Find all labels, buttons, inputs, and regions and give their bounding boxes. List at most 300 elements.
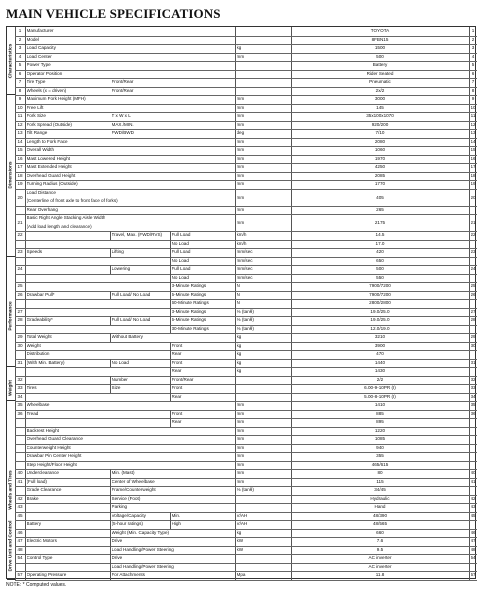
sub-divider (170, 316, 171, 325)
value-cell: 660 (376, 529, 384, 535)
unit-cell: mm (236, 113, 245, 119)
row-number-right: 47 (470, 538, 476, 544)
row-number: 32 (17, 376, 23, 382)
row-number-right: 27 (470, 308, 476, 314)
value-cell: Hand (374, 504, 386, 510)
value-cell: 3210 (374, 334, 386, 340)
value-cell: 19.0/25.0 (370, 317, 390, 323)
row-number: 43 (17, 504, 23, 510)
sub-divider (170, 393, 171, 402)
spec-label: Electric Motors (26, 538, 57, 544)
unit-cell: N (236, 300, 240, 306)
unit-cell (237, 503, 290, 512)
value-cell: 3000 (374, 96, 386, 102)
row-number (17, 427, 24, 436)
unit-cell: km/h (236, 232, 247, 238)
spec-label: Drive (111, 555, 123, 561)
spec-label: Overall Width (26, 147, 55, 153)
unit-cell (237, 27, 290, 36)
row-number-right (471, 452, 476, 461)
unit-cell: mm (236, 427, 245, 433)
row-number-right: 13 (470, 130, 476, 136)
row-number-right: 3 (471, 45, 475, 50)
value-cell: 895 (376, 419, 384, 425)
row-number (17, 444, 24, 453)
spec-label: Min. (171, 512, 181, 518)
value-cell: 19.0/25.0 (370, 308, 390, 314)
value-cell: 650 (376, 257, 384, 263)
spec-label: Maximum Fork Height (MFH) (26, 96, 86, 102)
spec-label: Full Load (171, 249, 191, 255)
value-cell: 1430 (374, 368, 386, 374)
spec-label: Rear (171, 393, 182, 399)
value-cell: 500 (376, 266, 384, 272)
spec-label: No Load (171, 274, 189, 280)
spec-label: Weight (Min. Capacity Type) (111, 529, 170, 535)
sub-divider (110, 248, 111, 257)
row-number: 14 (17, 138, 23, 144)
sub-divider (110, 486, 111, 495)
sub-divider (110, 384, 111, 393)
row-number: 5 (18, 62, 22, 68)
row-number: 12 (17, 121, 23, 127)
unit-cell: kg (236, 342, 242, 348)
row-number-right: 32 (470, 376, 476, 382)
value-cell: 2800/2800 (369, 300, 391, 306)
value-cell: 48/390 (372, 512, 388, 518)
row-number-right: 10 (470, 104, 476, 110)
value-cell: 470 (376, 351, 384, 357)
spec-label: Tilt Range (26, 130, 48, 136)
spec-label: Load Center (26, 53, 52, 59)
row-number-right (471, 367, 476, 376)
row-number: 18 (17, 172, 23, 178)
spec-label: Step Height/Floor Height (26, 461, 77, 467)
value-cell: TOYOTA (370, 28, 390, 33)
row-number: 57 (17, 572, 23, 578)
spec-label: Control Type (26, 555, 53, 561)
sub-divider (170, 384, 171, 393)
row-number: 33 (17, 385, 23, 391)
row-number: 47 (17, 538, 23, 544)
spec-label: Tread (26, 410, 39, 416)
value-cell: 1060 (374, 147, 386, 153)
row-number (17, 435, 24, 444)
unit-cell (237, 70, 290, 79)
value-cell: 2080 (374, 138, 386, 144)
group-label-text: Performance (8, 301, 14, 331)
row-number-right: 43 (470, 504, 476, 510)
row-number: 9 (18, 96, 22, 102)
spec-label: No Load (171, 257, 189, 263)
value-cell: 940 (376, 444, 384, 450)
row-number-right (471, 427, 476, 436)
unit-cell: V/AH (236, 521, 248, 527)
sub-divider (170, 350, 171, 359)
sub-divider (110, 571, 111, 580)
unit-cell (237, 393, 290, 402)
spec-label: Front (171, 342, 183, 348)
group-label-text: Drive Unit and Control (8, 520, 14, 572)
spec-label: Lowering (111, 266, 131, 272)
unit-cell: deg (236, 130, 245, 136)
spec-label: Battery (26, 521, 42, 527)
row-number-right: 45 (470, 512, 476, 518)
sub-divider (110, 495, 111, 504)
value-cell: 9.5 (376, 546, 384, 552)
spec-label: Number (111, 376, 128, 382)
spec-label: Wheelbase (26, 402, 50, 408)
spec-label: Center of Wheelbase (111, 478, 155, 484)
row-number-right: 34 (470, 393, 476, 399)
spec-label: 3-Minute Ratings (171, 283, 207, 289)
sub-divider (110, 376, 111, 385)
group-label (7, 376, 15, 402)
sub-divider (110, 469, 111, 478)
row-number-right: 16 (470, 155, 476, 161)
group-label (7, 265, 15, 367)
row-number (17, 299, 24, 308)
unit-cell: mm (236, 478, 245, 484)
spec-label: Service (Foot) (111, 495, 141, 501)
value-cell: 17.0 (375, 240, 385, 246)
spec-label: (Full load) (26, 478, 47, 484)
value-cell: 1410 (374, 402, 386, 408)
row-number: 20 (17, 194, 23, 200)
row-number-right (471, 435, 476, 444)
spec-label: Counterweight Height (26, 444, 71, 450)
unit-cell: kg (236, 45, 242, 50)
row-number-right: 20 (470, 194, 476, 200)
group-label-text: Weight (8, 380, 14, 397)
sub-divider (110, 529, 111, 538)
row-number-right: 35 (470, 402, 476, 408)
row-number-right: 25 (470, 283, 476, 289)
spec-label: Without Battery (111, 334, 143, 340)
row-number-right: 29 (470, 334, 476, 340)
unit-cell: mm (236, 410, 245, 416)
row-number-right: 9 (471, 96, 475, 102)
row-number-right: 36 (470, 410, 476, 416)
spec-label: Drawbar Pin Center Height (26, 453, 82, 459)
unit-cell: mm/sec (236, 257, 253, 263)
spec-label: Underclearance (26, 470, 59, 476)
spec-label: 5-Minute Ratings (171, 291, 207, 297)
unit-cell: mm (236, 419, 245, 425)
spec-label: MAX./MIN. (111, 121, 134, 127)
unit-cell: % (tanθ) (236, 487, 254, 493)
row-number-right: 7 (471, 79, 475, 85)
unit-cell: km/h (236, 240, 247, 246)
spec-label: Operator Position (26, 70, 63, 76)
value-cell: 500 (376, 53, 384, 59)
spec-label: Full Load/ No Load (111, 317, 151, 323)
row-number-right: 31 (470, 359, 476, 365)
row-number: 11 (17, 113, 23, 119)
spec-label: Overhead Guard Height (26, 172, 76, 178)
value-cell: 1440 (374, 359, 386, 365)
row-number (17, 350, 24, 359)
value-cell: 35x100x1070 (366, 113, 394, 119)
spec-label: Wheels (x = driven) (26, 87, 67, 93)
unit-cell: kg (236, 529, 242, 535)
value-cell: 550 (376, 274, 384, 280)
row-number-right: 28 (470, 317, 476, 323)
spec-label: Grade Clearance (26, 487, 62, 493)
row-number: 34 (17, 393, 23, 399)
row-number-right: 18 (470, 172, 476, 178)
spec-label: Min. (Mast) (111, 470, 135, 476)
value-cell: 1770 (374, 181, 386, 187)
sub-divider (170, 274, 171, 283)
unit-cell: mm (236, 147, 245, 153)
row-number: 13 (17, 130, 23, 136)
value-cell: Hydraulic (370, 495, 390, 501)
unit-cell: kg (236, 368, 242, 374)
unit-cell: mm (236, 155, 245, 161)
row-number: 3 (18, 45, 22, 50)
unit-cell: mm/sec (236, 266, 253, 272)
row-number: 15 (17, 147, 23, 153)
row-number: 35 (17, 402, 23, 408)
spec-label: Front/Rear (111, 79, 134, 85)
sub-divider (110, 478, 111, 487)
row-number-right (471, 444, 476, 453)
unit-cell (237, 495, 290, 504)
unit-cell (237, 78, 290, 87)
sub-divider (110, 512, 111, 521)
row-number: 4 (18, 53, 22, 59)
unit-cell: V/AH (236, 512, 248, 518)
row-number-right (471, 299, 476, 308)
unit-cell: mm (236, 220, 245, 226)
sub-divider (110, 359, 111, 368)
row-number: 23 (17, 249, 23, 255)
value-cell: 1220 (374, 427, 386, 433)
row-number (17, 486, 24, 495)
row-number-right: 54 (470, 555, 476, 561)
row-number: 21 (17, 220, 23, 226)
unit-cell: mm (236, 172, 245, 178)
unit-cell (237, 563, 290, 572)
spec-label: Total Weight (26, 334, 52, 340)
unit-cell: N (236, 291, 240, 297)
value-cell: 265 (376, 206, 384, 212)
row-number (17, 520, 24, 529)
row-number: 1 (18, 28, 22, 33)
sub-divider (170, 308, 171, 317)
sub-divider (110, 520, 111, 529)
unit-cell: kg (236, 351, 242, 357)
spec-label: Front/Rear (171, 376, 194, 382)
spec-label: Mast Extended Height (26, 164, 72, 170)
spec-label: Load Handling/Power Steering (111, 563, 174, 569)
row-number-right: 24 (470, 266, 476, 272)
spec-label: Parking (111, 504, 128, 510)
row-number: 46 (17, 529, 23, 535)
spec-label: Drive (111, 538, 123, 544)
footnote: NOTE: * Computed values. (6, 582, 67, 588)
unit-cell: mm (236, 104, 245, 110)
row-number: 28 (17, 317, 23, 323)
row-number: 25 (17, 283, 23, 289)
row-number-right: 30 (470, 342, 476, 348)
row-number: 40 (17, 470, 23, 476)
sub-divider (170, 299, 171, 308)
row-number: 8 (18, 87, 22, 93)
row-number: 22 (17, 232, 23, 238)
spec-label: Load Capacity (26, 45, 56, 50)
row-number-right (471, 461, 476, 470)
sub-divider (170, 257, 171, 266)
row-number-right (471, 563, 476, 572)
unit-cell: mm (236, 444, 245, 450)
value-cell: Battery (372, 62, 388, 68)
group-label-text: Dimensions (8, 161, 14, 189)
value-cell: 2175 (374, 220, 386, 226)
row-number-right (471, 206, 476, 215)
unit-cell: mm (236, 206, 245, 212)
row-number: 6 (18, 70, 22, 76)
sub-divider (170, 512, 171, 521)
sub-divider (170, 418, 171, 427)
value-cell: 1970 (374, 155, 386, 161)
spec-label: Tires (26, 385, 37, 391)
unit-cell: % (tanθ) (236, 325, 254, 331)
row-number-right: 33 (470, 385, 476, 391)
spec-label: Backrest Height (26, 427, 59, 433)
row-number-right: 23 (470, 249, 476, 255)
unit-cell: mm (236, 121, 245, 127)
group-label-text: Characteristics (8, 43, 14, 78)
group-label-text: Wheels and Tires (8, 470, 14, 510)
sub-divider (170, 282, 171, 291)
row-number: 24 (17, 266, 23, 272)
row-number-right (471, 257, 476, 266)
spec-label: Load Distance (26, 189, 56, 195)
value-cell: 420 (376, 249, 384, 255)
sub-divider (170, 291, 171, 300)
unit-cell (237, 376, 290, 385)
spec-label: 60-Minute Ratings (171, 300, 209, 306)
row-number: 10 (17, 104, 23, 110)
value-cell: 465/615 (371, 461, 389, 467)
spec-label: Front (171, 410, 183, 416)
unit-cell (237, 87, 290, 96)
spec-label: Fork Spread (Outside) (26, 121, 72, 127)
spec-label: No Load (111, 359, 129, 365)
row-number-right (471, 274, 476, 283)
spec-label: No Load (171, 240, 189, 246)
row-number-right: 6 (471, 70, 475, 76)
spec-label: (With Min. Battery) (26, 359, 65, 365)
value-cell: 8FBN15 (371, 36, 389, 42)
row-number (17, 240, 24, 249)
value-cell: 7900/7200 (369, 283, 391, 289)
spec-label: Brake (26, 495, 39, 501)
spec-label: Manufacturer (26, 28, 54, 33)
row-number (17, 257, 24, 266)
row-number-right: 4 (471, 53, 475, 59)
row-number: 41 (17, 478, 23, 484)
group-label (7, 27, 15, 95)
sub-divider (170, 240, 171, 249)
value-cell: AC inverter (368, 563, 392, 569)
value-cell: 12.0/19.0 (370, 325, 390, 331)
row-number: 26 (17, 291, 23, 297)
unit-cell: kW (236, 546, 244, 552)
value-cell: 5.00-8-10PR (I) (364, 393, 396, 399)
sub-divider (110, 291, 111, 300)
value-cell: 14.5 (375, 232, 385, 238)
row-number-right: 42 (470, 495, 476, 501)
sub-divider (170, 410, 171, 419)
row-number: 7 (18, 79, 22, 85)
spec-label: Speeds (26, 249, 43, 255)
unit-cell: Mpa (236, 572, 246, 578)
sub-divider (110, 231, 111, 240)
row-number-right: 41 (470, 478, 476, 484)
spec-label: Frame/Counterweight (111, 487, 156, 493)
spec-label: Mast Lowered Height (26, 155, 70, 161)
row-number: 36 (17, 410, 23, 416)
unit-cell (237, 61, 290, 70)
spec-label: Full Load (171, 266, 191, 272)
row-number: 19 (17, 181, 23, 187)
unit-cell: % (tanθ) (236, 317, 254, 323)
value-cell: 2085 (374, 172, 386, 178)
row-number-right: 21 (470, 220, 476, 226)
value-cell: 3900 (374, 342, 386, 348)
row-number: 17 (17, 164, 23, 170)
sub-divider (170, 342, 171, 351)
unit-cell: % (tanθ) (236, 308, 254, 314)
value-cell: 7900/7200 (369, 291, 391, 297)
unit-cell: mm (236, 138, 245, 144)
unit-cell: mm (236, 436, 245, 442)
page-title: MAIN VEHICLE SPECIFICATIONS (6, 6, 221, 21)
spec-label: 3-Minute Ratings (171, 308, 207, 314)
spec-label: (Add load length and clearance) (26, 223, 92, 229)
sub-divider (170, 376, 171, 385)
sub-divider (110, 265, 111, 274)
row-number-right: 11 (470, 113, 476, 119)
sub-divider (110, 537, 111, 546)
value-cell: 48/565 (372, 521, 388, 527)
value-cell: 885 (376, 410, 384, 416)
row-number: 2 (18, 36, 22, 42)
spec-label: Rear (171, 368, 182, 374)
spec-label: (Centerline of front axle to front face of forks) (26, 198, 118, 204)
unit-cell: mm (236, 181, 245, 187)
row-number-right: 2 (471, 36, 475, 42)
sub-divider (110, 546, 111, 555)
spec-label: Overhead Guard Clearance (26, 436, 83, 442)
value-cell: 6.00-9-10PR (I) (364, 385, 396, 391)
value-cell: 34/45 (374, 487, 386, 493)
row-number-right: 48 (470, 546, 476, 552)
sub-divider (170, 367, 171, 376)
sub-divider (170, 265, 171, 274)
value-cell: 355 (376, 453, 384, 459)
row-number-right (471, 418, 476, 427)
spec-label: Full Load (171, 232, 191, 238)
unit-cell (237, 384, 290, 393)
spec-label: High (171, 521, 181, 527)
sub-divider (110, 554, 111, 563)
row-number-right (471, 520, 476, 529)
spec-label: For Attachments (111, 572, 145, 578)
